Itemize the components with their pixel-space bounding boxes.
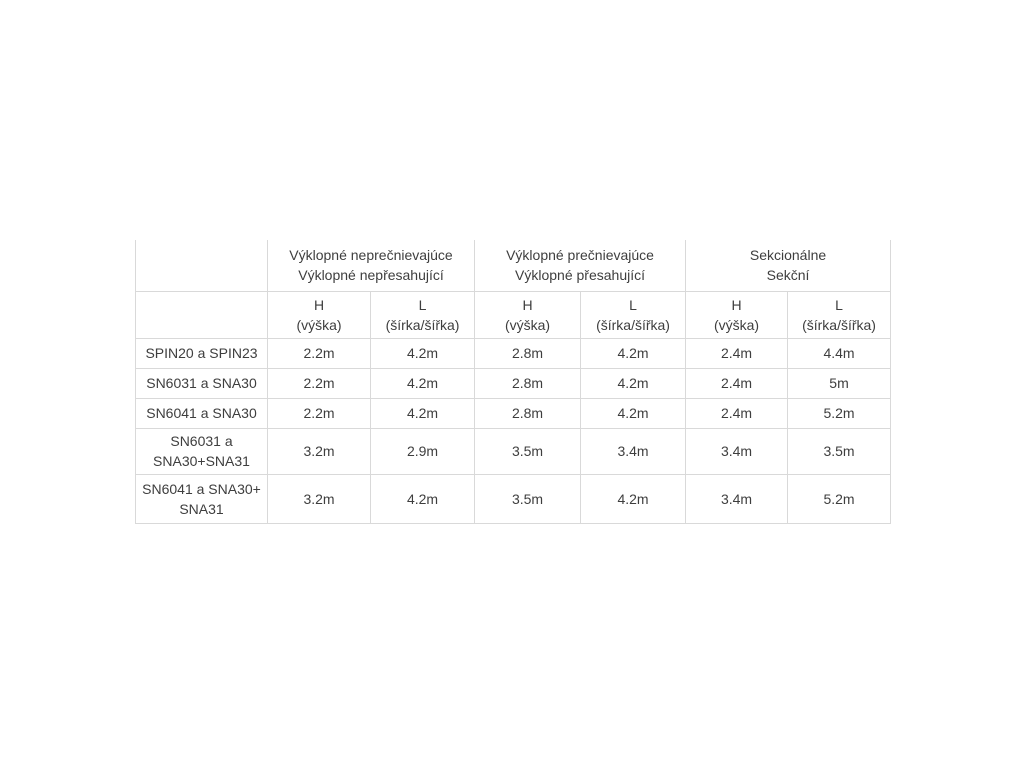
value-cell: 3.5m: [475, 474, 581, 523]
value-cell: 2.4m: [686, 398, 788, 428]
value-cell: 2.9m: [371, 428, 475, 474]
value-cell: 3.5m: [788, 428, 891, 474]
row-label: SN6031 a SNA30: [136, 368, 268, 398]
value-cell: 3.2m: [268, 428, 371, 474]
value-cell: 4.2m: [581, 474, 686, 523]
table-row: [136, 398, 891, 428]
value-cell: 4.2m: [581, 338, 686, 368]
value-cell: 4.2m: [581, 368, 686, 398]
value-cell: 5m: [788, 368, 891, 398]
group-label-cz: Výklopné přesahující: [515, 267, 645, 284]
subheader-caption: (šírka/šířka): [596, 316, 670, 333]
subheader-h-cell: [475, 291, 581, 338]
value-cell: 2.4m: [686, 368, 788, 398]
value-cell: 4.4m: [788, 338, 891, 368]
value-cell: 2.2m: [268, 368, 371, 398]
subheader-symbol: L: [418, 296, 427, 313]
value-cell: 3.4m: [686, 474, 788, 523]
table-row: [136, 368, 891, 398]
column-group-sectional: [686, 240, 891, 291]
subheader-h-cell: [268, 291, 371, 338]
table-row: [136, 338, 891, 368]
garage-door-dimensions-table-container: [135, 240, 891, 524]
subheader-symbol: H: [313, 296, 325, 313]
column-group-tilting-non-protruding: [268, 240, 475, 291]
value-cell: 2.8m: [475, 338, 581, 368]
column-group-header-row: [136, 240, 891, 291]
subheader-caption: (výška): [713, 316, 760, 333]
value-cell: 4.2m: [581, 398, 686, 428]
subheader-l-cell: [581, 291, 686, 338]
row-label: SN6041 a SNA30: [136, 398, 268, 428]
group-label-sk: Výklopné prečnievajúce: [506, 247, 654, 264]
group-label-sk: Sekcionálne: [749, 247, 827, 264]
subheader-caption: (šírka/šířka): [802, 316, 876, 333]
row-label-header-cell: [136, 291, 268, 338]
subheader-caption: (šírka/šířka): [385, 316, 460, 333]
subheader-symbol: H: [731, 296, 742, 313]
value-cell: 2.2m: [268, 338, 371, 368]
group-label-sk: Výklopné neprečnievajúce: [289, 247, 453, 264]
subheader-caption: (výška): [296, 316, 342, 333]
group-label-cz: Výklopné nepřesahující: [298, 267, 444, 284]
garage-door-dimensions-table: [135, 240, 891, 524]
subheader-l-cell: [788, 291, 891, 338]
subheader-symbol: L: [835, 296, 843, 313]
value-cell: 3.2m: [268, 474, 371, 523]
value-cell: 4.2m: [371, 338, 475, 368]
table-row: [136, 474, 891, 523]
value-cell: 2.8m: [475, 368, 581, 398]
value-cell: 5.2m: [788, 474, 891, 523]
corner-cell: [136, 240, 268, 291]
subheader-h-cell: [686, 291, 788, 338]
table-row: [136, 428, 891, 474]
value-cell: 3.4m: [581, 428, 686, 474]
column-group-tilting-protruding: [475, 240, 686, 291]
group-label-cz: Sekční: [766, 267, 810, 284]
subheader-l-cell: [371, 291, 475, 338]
row-label: SN6031 a SNA30+SNA31: [136, 428, 268, 474]
row-label: SN6041 a SNA30+ SNA31: [136, 474, 268, 523]
value-cell: 4.2m: [371, 398, 475, 428]
value-cell: 3.5m: [475, 428, 581, 474]
subheader-symbol: H: [522, 296, 533, 313]
value-cell: 2.8m: [475, 398, 581, 428]
value-cell: 3.4m: [686, 428, 788, 474]
value-cell: 4.2m: [371, 474, 475, 523]
value-cell: 2.2m: [268, 398, 371, 428]
subheader-caption: (výška): [504, 316, 551, 333]
value-cell: 2.4m: [686, 338, 788, 368]
value-cell: 5.2m: [788, 398, 891, 428]
row-label: SPIN20 a SPIN23: [136, 338, 268, 368]
value-cell: 4.2m: [371, 368, 475, 398]
subheader-symbol: L: [629, 296, 637, 313]
subheader-row: [136, 291, 891, 338]
